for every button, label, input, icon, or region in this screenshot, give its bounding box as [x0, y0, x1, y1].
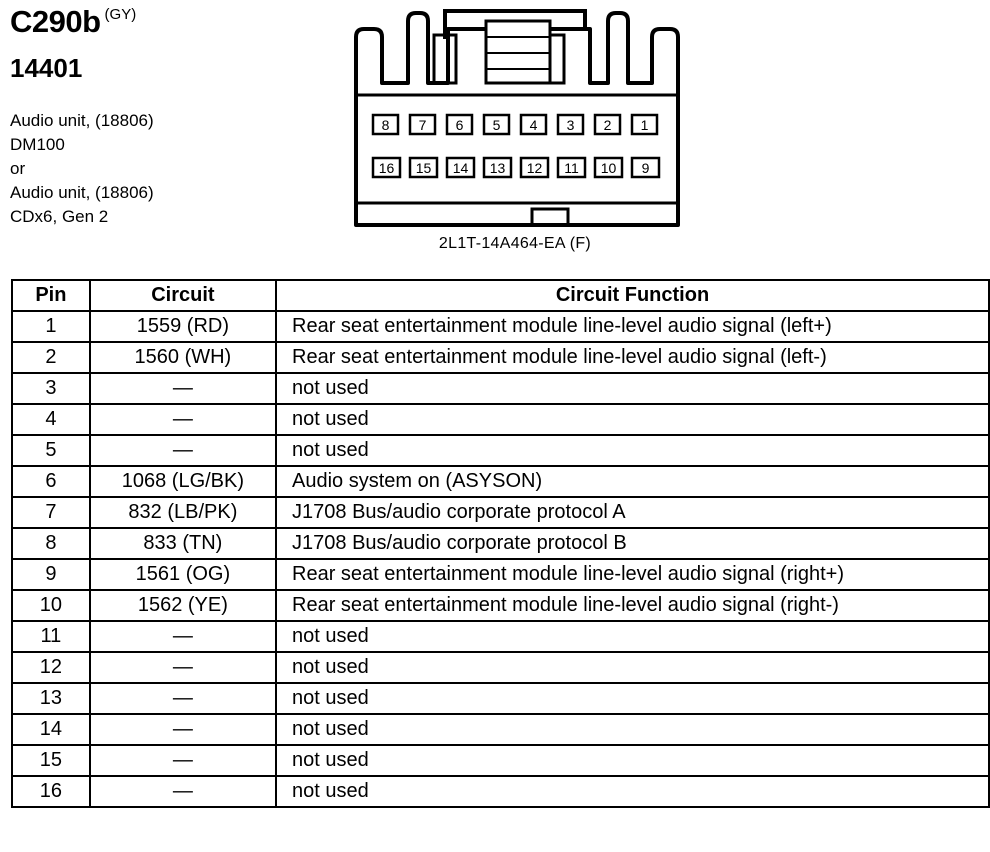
table-row [12, 745, 989, 776]
pin-cell: 11 [12, 621, 90, 652]
cavity-label: 14 [452, 160, 469, 176]
function-cell: not used [276, 373, 989, 404]
table-row [12, 373, 989, 404]
circuit-cell: — [90, 404, 276, 435]
pin-cell: 4 [12, 404, 90, 435]
circuit-cell: 1068 (LG/BK) [90, 466, 276, 497]
pin-cell: 10 [12, 590, 90, 621]
table-row [12, 776, 989, 807]
circuit-cell: — [90, 435, 276, 466]
circuit-cell: — [90, 621, 276, 652]
connector-id: C290b [10, 4, 101, 39]
cavity-label: 12 [526, 160, 543, 176]
table-row [12, 435, 989, 466]
pin-cell: 7 [12, 497, 90, 528]
table-row [12, 497, 989, 528]
function-cell: Rear seat entertainment module line-level audio signal (right+) [276, 559, 989, 590]
cavity-label: 16 [378, 160, 395, 176]
circuit-cell: 1559 (RD) [90, 311, 276, 342]
table-row [12, 466, 989, 497]
pin-cell: 13 [12, 683, 90, 714]
pin-cell: 9 [12, 559, 90, 590]
table-row [12, 621, 989, 652]
pin-cell: 12 [12, 652, 90, 683]
cavity-label: 11 [564, 160, 579, 176]
function-cell: Audio system on (ASYSON) [276, 466, 989, 497]
cavity-label: 8 [381, 117, 390, 133]
table-row [12, 404, 989, 435]
table-row [12, 528, 989, 559]
table-row [12, 683, 989, 714]
pin-cell: 1 [12, 311, 90, 342]
table-body [12, 311, 989, 807]
table-row [12, 590, 989, 621]
function-cell: J1708 Bus/audio corporate protocol B [276, 528, 989, 559]
function-cell: not used [276, 621, 989, 652]
circuit-cell: 833 (TN) [90, 528, 276, 559]
cavity-label: 6 [455, 117, 464, 133]
description-line: Audio unit, (18806) [10, 111, 154, 130]
function-cell: not used [276, 404, 989, 435]
cavity-label: 15 [415, 160, 432, 176]
function-cell: J1708 Bus/audio corporate protocol A [276, 497, 989, 528]
cavity-label: 10 [600, 160, 617, 176]
table-row [12, 559, 989, 590]
header-circuit-function: Circuit Function [276, 280, 989, 311]
function-cell: not used [276, 745, 989, 776]
header-circuit: Circuit [90, 280, 276, 311]
pinout-table [11, 279, 990, 808]
function-cell: Rear seat entertainment module line-level audio signal (left-) [276, 342, 989, 373]
cavity-label: 9 [641, 160, 650, 176]
function-cell: not used [276, 683, 989, 714]
function-cell: Rear seat entertainment module line-level audio signal (right-) [276, 590, 989, 621]
circuit-cell: — [90, 652, 276, 683]
connector-description [10, 109, 154, 229]
pin-cell: 8 [12, 528, 90, 559]
cavity-label: 2 [603, 117, 612, 133]
table-row [12, 652, 989, 683]
description-line: Audio unit, (18806) [10, 183, 154, 202]
circuit-cell: — [90, 714, 276, 745]
cavity-label: 13 [489, 160, 506, 176]
table-row [12, 311, 989, 342]
circuit-cell: — [90, 745, 276, 776]
part-number: 14401 [10, 53, 83, 83]
description-line: DM100 [10, 135, 65, 154]
table-row [12, 714, 989, 745]
cavity-label: 7 [418, 117, 427, 133]
function-cell: not used [276, 714, 989, 745]
cavity-label: 4 [529, 117, 538, 133]
header-pin: Pin [12, 280, 90, 311]
pin-cell: 5 [12, 435, 90, 466]
connector-color: (GY) [104, 6, 137, 23]
diagram-part-label: 2L1T-14A464-EA (F) [438, 235, 592, 252]
table-row [12, 342, 989, 373]
cavity-label: 1 [640, 117, 649, 133]
circuit-cell: — [90, 776, 276, 807]
pin-cell: 3 [12, 373, 90, 404]
function-cell: Rear seat entertainment module line-level audio signal (left+) [276, 311, 989, 342]
cavity-label: 3 [566, 117, 575, 133]
circuit-cell: 1562 (YE) [90, 590, 276, 621]
description-line: or [10, 159, 26, 178]
connector-face-diagram [350, 7, 686, 229]
pin-cell: 2 [12, 342, 90, 373]
connector-header [10, 4, 136, 40]
pin-cell: 16 [12, 776, 90, 807]
function-cell: not used [276, 652, 989, 683]
circuit-cell: 1561 (OG) [90, 559, 276, 590]
cavity-label: 5 [492, 117, 501, 133]
circuit-cell: — [90, 683, 276, 714]
circuit-cell: 1560 (WH) [90, 342, 276, 373]
description-line: CDx6, Gen 2 [10, 207, 109, 226]
pin-cell: 6 [12, 466, 90, 497]
pin-cell: 14 [12, 714, 90, 745]
circuit-cell: 832 (LB/PK) [90, 497, 276, 528]
circuit-cell: — [90, 373, 276, 404]
function-cell: not used [276, 776, 989, 807]
table-header-row [12, 280, 989, 311]
pin-cell: 15 [12, 745, 90, 776]
function-cell: not used [276, 435, 989, 466]
